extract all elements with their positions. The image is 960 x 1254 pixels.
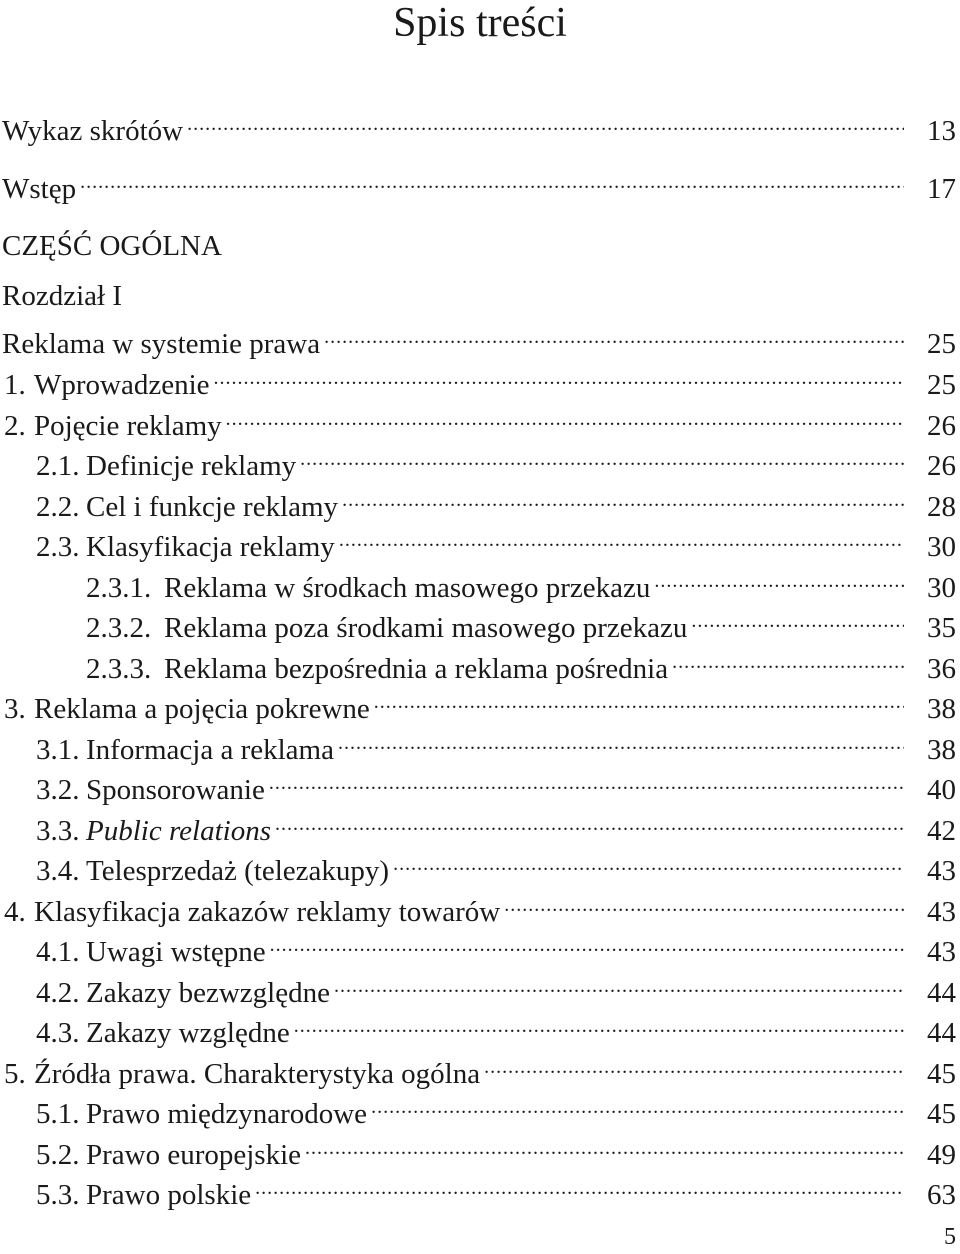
- page-ref: 26: [927, 450, 956, 482]
- entry-number: 4.3.: [36, 1017, 80, 1049]
- page-ref: 63: [927, 1179, 956, 1211]
- page-ref: 42: [927, 815, 956, 847]
- page-ref: 28: [927, 491, 956, 523]
- leader-dots: [300, 439, 904, 475]
- entry-title: Sponsorowanie: [86, 774, 265, 806]
- entry-title: Cel i funkcje reklamy: [86, 491, 339, 523]
- page-ref: 38: [927, 693, 956, 725]
- entry-number: 3.4.: [36, 855, 80, 887]
- toc-entry-row[interactable]: [4, 399, 956, 442]
- leader-dots: [691, 601, 904, 637]
- page-ref: 43: [927, 936, 956, 968]
- entry-title: Wprowadzenie: [34, 369, 210, 401]
- entry-title: Uwagi wstępne: [86, 936, 266, 968]
- leader-dots: [504, 885, 904, 921]
- page-ref: 40: [927, 774, 956, 806]
- toc-entry-row[interactable]: [86, 601, 956, 644]
- toc-entry-row[interactable]: [36, 804, 956, 847]
- entry-title: Wstęp: [2, 173, 77, 205]
- toc-entry-row[interactable]: [36, 1087, 956, 1130]
- page-ref: 25: [927, 328, 956, 360]
- entry-title: Zakazy względne: [86, 1017, 290, 1049]
- leader-dots: [269, 763, 904, 799]
- chapter-label: Rozdział I: [2, 280, 122, 312]
- page-ref: 44: [927, 1017, 956, 1049]
- entry-title: Klasyfikacja reklamy: [86, 531, 335, 563]
- entry-title: Pojęcie reklamy: [34, 410, 222, 442]
- leader-dots: [187, 104, 904, 140]
- entry-title: Klasyfikacja zakazów reklamy towarów: [34, 896, 501, 928]
- chapter-title-row[interactable]: [2, 317, 956, 360]
- leader-dots: [338, 723, 904, 759]
- toc-entry-row[interactable]: [36, 1006, 956, 1049]
- entry-title: Reklama a pojęcia pokrewne: [34, 693, 370, 725]
- leader-dots: [255, 1168, 904, 1204]
- leader-dots: [371, 1087, 904, 1123]
- page-title: Spis treści: [393, 0, 567, 46]
- page-ref: 44: [927, 977, 956, 1009]
- entry-title: Zakazy bezwzględne: [86, 977, 330, 1009]
- leader-dots: [214, 358, 904, 394]
- page-ref: 49: [927, 1139, 956, 1171]
- entry-number: 3.3.: [36, 815, 80, 847]
- entry-number: 4.: [4, 896, 26, 928]
- entry-number: 4.1.: [36, 936, 80, 968]
- entry-number: 2.3.: [36, 531, 80, 563]
- entry-title: Reklama bezpośrednia a reklama pośrednia: [164, 653, 669, 685]
- part-heading: CZĘŚĆ OGÓLNA: [2, 230, 222, 262]
- page-ref: 43: [927, 896, 956, 928]
- leader-dots: [294, 1006, 904, 1042]
- toc-entry-row[interactable]: [36, 520, 956, 563]
- page-ref: 45: [927, 1058, 956, 1090]
- page-ref: 43: [927, 855, 956, 887]
- leader-dots: [275, 804, 904, 840]
- toc-front-row[interactable]: [2, 162, 956, 205]
- page-ref: 36: [927, 653, 956, 685]
- page-ref: 13: [927, 115, 956, 147]
- entry-number: 1.: [4, 369, 26, 401]
- toc-entry-row[interactable]: [36, 723, 956, 766]
- page-ref: 38: [927, 734, 956, 766]
- toc-entry-row[interactable]: [36, 1128, 956, 1171]
- toc-entry-row[interactable]: [36, 480, 956, 523]
- toc-entry-row[interactable]: [36, 925, 956, 968]
- toc-entry-row[interactable]: [86, 561, 956, 604]
- toc-entry-row[interactable]: [4, 682, 956, 725]
- page-ref: 17: [927, 173, 956, 205]
- entry-title: Prawo polskie: [86, 1179, 252, 1211]
- entry-title: Informacja a reklama: [86, 734, 334, 766]
- leader-dots: [339, 520, 904, 556]
- entry-number: 3.: [4, 693, 26, 725]
- leader-dots: [342, 480, 904, 516]
- toc-entry-row[interactable]: [36, 844, 956, 887]
- leader-dots: [226, 399, 904, 435]
- entry-number: 2.3.2.: [86, 612, 152, 644]
- leader-dots: [393, 844, 904, 880]
- leader-dots: [374, 682, 904, 718]
- entry-number: 5.: [4, 1058, 26, 1090]
- entry-title: Wykaz skrótów: [2, 115, 184, 147]
- entry-number: 2.1.: [36, 450, 80, 482]
- leader-dots: [305, 1128, 904, 1164]
- entry-title: Definicje reklamy: [86, 450, 297, 482]
- toc-entry-row[interactable]: [4, 885, 956, 928]
- toc-entry-row[interactable]: [86, 642, 956, 685]
- toc-entry-row[interactable]: [4, 358, 956, 401]
- entry-title: Telesprzedaż (telezakupy): [86, 855, 390, 887]
- entry-number: 5.2.: [36, 1139, 80, 1171]
- page-ref: 45: [927, 1098, 956, 1130]
- entry-number: 2.2.: [36, 491, 80, 523]
- toc-entry-row[interactable]: [36, 1168, 956, 1211]
- leader-dots: [334, 966, 904, 1002]
- entry-number: 2.3.1.: [86, 572, 152, 604]
- entry-title: Prawo europejskie: [86, 1139, 302, 1171]
- entry-number: 5.3.: [36, 1179, 80, 1211]
- entry-title: Źródła prawa. Charakterystyka ogólna: [34, 1058, 481, 1090]
- toc-front-row[interactable]: [2, 104, 956, 147]
- leader-dots: [324, 317, 904, 353]
- page-number: 5: [944, 1224, 956, 1250]
- entry-number: 3.1.: [36, 734, 80, 766]
- toc-entry-row[interactable]: [36, 439, 956, 482]
- chapter-title: Reklama w systemie prawa: [2, 328, 321, 360]
- entry-title: Prawo międzynarodowe: [86, 1098, 368, 1130]
- leader-dots: [654, 561, 904, 597]
- entry-number: 4.2.: [36, 977, 80, 1009]
- page-ref: 35: [927, 612, 956, 644]
- page-ref: 26: [927, 410, 956, 442]
- entry-title: Reklama w środkach masowego przekazu: [164, 572, 651, 604]
- leader-dots: [270, 925, 904, 961]
- page-ref: 25: [927, 369, 956, 401]
- leader-dots: [80, 162, 904, 198]
- page-ref: 30: [927, 572, 956, 604]
- entry-number: 2.3.3.: [86, 653, 152, 685]
- toc-entry-row[interactable]: [4, 1047, 956, 1090]
- leader-dots: [484, 1047, 904, 1083]
- entry-title: Public relations: [86, 815, 271, 847]
- entry-number: 2.: [4, 410, 26, 442]
- entry-title: Reklama poza środkami masowego przekazu: [164, 612, 688, 644]
- toc-entry-row[interactable]: [36, 966, 956, 1009]
- leader-dots: [672, 642, 904, 678]
- entry-number: 5.1.: [36, 1098, 80, 1130]
- entry-number: 3.2.: [36, 774, 80, 806]
- page-ref: 30: [927, 531, 956, 563]
- toc-entry-row[interactable]: [36, 763, 956, 806]
